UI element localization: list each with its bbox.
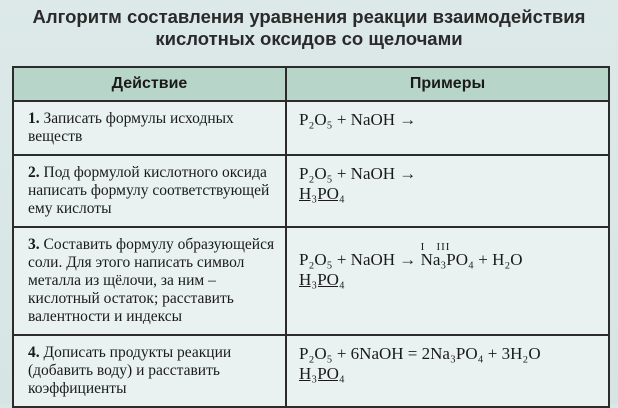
step-text: Записать формулы исходных веществ — [28, 110, 234, 145]
title-line-2: кислотных оксидов со щелочами — [155, 28, 463, 49]
step-number: 2. — [28, 164, 40, 181]
step-4-example — [286, 335, 609, 407]
table-header-row — [13, 67, 609, 101]
step-text: Под формулой кислотного оксида написать формулу соответствующей ему кислоты — [28, 164, 270, 217]
title-line-1: Алгоритм составления уравнения реакции взаимодействия — [32, 6, 586, 27]
reaction-reactants: P₂O₅ + NaOH → — [299, 250, 417, 269]
salt-with-valence — [420, 241, 474, 270]
step-number: 3. — [28, 236, 40, 253]
step-text: Дописать продукты реакции (добавить воду) и расставить коэффициенты — [28, 344, 232, 397]
balanced-equation: P₂O₅ + 6NaOH = 2Na₃PO₄ + 3H₂O — [299, 344, 541, 363]
step-1-action — [13, 101, 286, 155]
reaction-reactants: P₂O₅ + NaOH → — [299, 110, 417, 129]
header-examples: Примеры — [286, 67, 609, 101]
valence-na: I — [420, 241, 426, 253]
table-row — [13, 101, 609, 155]
step-text: Составить формулу образующейся соли. Для этого написать символ металла из щёлочи, за ним – кислотный остаток; расставить валентности и индексы — [28, 236, 275, 325]
valence-marks — [421, 237, 451, 257]
algorithm-table — [12, 66, 610, 408]
step-number: 4. — [28, 344, 40, 361]
header-action: Действие — [13, 67, 286, 101]
table-row — [13, 335, 609, 407]
page-title — [0, 6, 618, 50]
step-3-example — [286, 227, 609, 335]
salt-formula: Na₃PO₄ — [420, 250, 474, 269]
reaction-reactants: P₂O₅ + NaOH → — [299, 164, 417, 183]
step-2-action — [13, 155, 286, 227]
valence-po4: III — [436, 241, 451, 253]
reaction-line — [299, 241, 596, 270]
acid-formula: H₃PO₄ — [299, 184, 345, 203]
step-4-action — [13, 335, 286, 407]
step-3-action — [13, 227, 286, 335]
table-row — [13, 155, 609, 227]
table-row — [13, 227, 609, 335]
step-1-example — [286, 101, 609, 155]
step-number: 1. — [28, 110, 40, 127]
water-product: + H₂O — [478, 250, 523, 269]
step-2-example — [286, 155, 609, 227]
acid-formula: H₃PO₄ — [299, 270, 345, 289]
acid-formula: H₃PO₄ — [299, 364, 345, 383]
